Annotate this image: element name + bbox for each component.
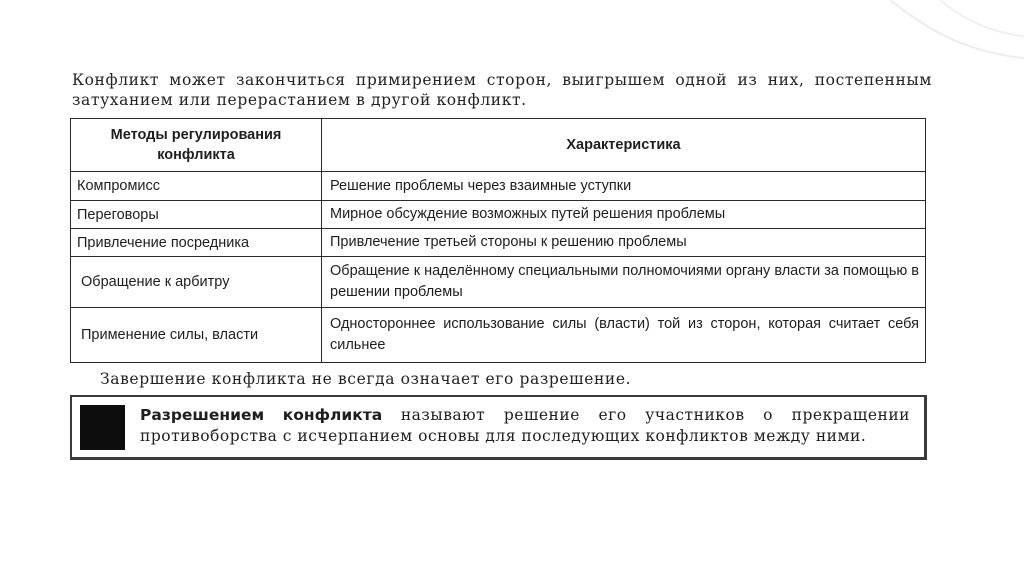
method-cell: Обращение к арбитру — [71, 257, 322, 308]
definition-body: называют решение его участников о прекращении противоборства с исчерпанием основы для последующих конфликтов между ними. — [140, 406, 910, 445]
table-row — [71, 229, 926, 257]
header-methods: Методы регулирования конфликта — [71, 119, 322, 172]
definition-term: Разрешением конфликта — [140, 406, 383, 424]
method-cell: Привлечение посредника — [71, 229, 322, 257]
description-cell: Привлечение третьей стороны к решению проблемы — [322, 229, 926, 257]
summary-sentence: Завершение конфликта не всегда означает его разрешение. — [100, 370, 632, 388]
intro-paragraph: Конфликт может закончиться примирением сторон, выигрышем одной из них, постепенным затуханием или перерастанием в другой конфликт. — [72, 71, 932, 109]
conflict-methods-table — [70, 118, 926, 363]
description-cell: Решение проблемы через взаимные уступки — [322, 172, 926, 201]
header-characteristic: Характеристика — [322, 119, 926, 172]
page-edge-decoration — [880, 0, 1024, 80]
description-cell: Одностороннее использование силы (власти) той из сторон, которая считает себя сильнее — [322, 308, 926, 363]
description-cell: Обращение к наделённому специальными полномочиями органу власти за помощью в решении проблемы — [322, 257, 926, 308]
definition-marker-square — [80, 405, 125, 450]
method-cell: Переговоры — [71, 201, 322, 229]
table-row — [71, 172, 926, 201]
method-cell: Компромисс — [71, 172, 322, 201]
description-cell: Мирное обсуждение возможных путей решения проблемы — [322, 201, 926, 229]
table-header-row — [71, 119, 926, 172]
method-cell: Применение силы, власти — [71, 308, 322, 363]
definition-text — [140, 405, 910, 447]
table-row — [71, 308, 926, 363]
table-row — [71, 257, 926, 308]
definition-box — [70, 395, 927, 460]
table-row — [71, 201, 926, 229]
